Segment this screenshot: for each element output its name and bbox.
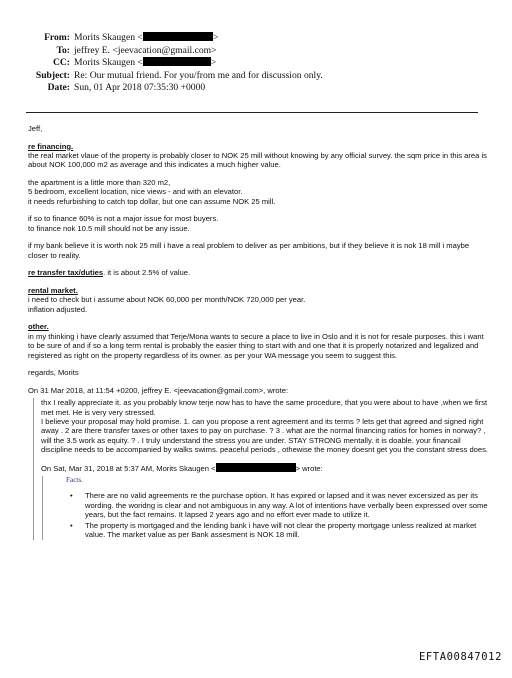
other-section <box>28 322 488 360</box>
date-label: Date: <box>47 82 70 94</box>
email-body <box>28 124 488 541</box>
bullet-icon: • <box>70 491 73 501</box>
apartment-line: 5 bedroom, excellent location, nice views - and with an elevator. <box>28 187 243 197</box>
to-row <box>0 45 512 58</box>
quote1-header: On 31 Mar 2018, at 11:54 +0200, jeffrey E. <jeevacation@gmail.com>, wrote: <box>28 385 289 395</box>
redaction-bar <box>143 57 211 66</box>
financing-section <box>28 142 488 170</box>
cc-value: Morits Skaugen < > <box>74 57 217 69</box>
finance-line: to finance nok 10.5 mill should not be any issue. <box>28 223 190 233</box>
rental-section <box>28 286 488 314</box>
date-value: Sun, 01 Apr 2018 07:35:30 +0000 <box>74 82 206 94</box>
bank-paragraph: if my bank believe it is worth nok 25 mill i have a real problem to deliver as per ambitions, but if they believe it is nok 18 mill i maybe closer to reality. <box>28 241 470 260</box>
signoff: regards, Morits <box>28 368 79 378</box>
redaction-bar <box>143 32 213 41</box>
finance-line: if so to finance 60% is not a major issue for most buyers. <box>28 214 219 224</box>
date-row <box>0 82 512 95</box>
apartment-line: the apartment is a little more than 320 m2, <box>28 178 171 187</box>
from-value: Morits Skaugen < > <box>74 32 219 43</box>
other-heading: other. <box>28 322 49 332</box>
tax-heading: re transfer tax/duties <box>28 268 104 278</box>
financing-heading: re financing. <box>28 141 74 151</box>
apartment-section <box>28 178 488 206</box>
subject-row <box>0 70 512 83</box>
cc-row <box>0 57 512 70</box>
facts-label: Facts. <box>66 476 83 485</box>
greeting: Jeff, <box>28 124 43 133</box>
to-label: To: <box>56 44 70 56</box>
quote2-header: On Sat, Mar 31, 2018 at 5:37 AM, Morits Skaugen < > wrote: <box>41 463 323 473</box>
from-row <box>0 32 512 45</box>
list-item: • There are no valid agreements re the purchase option. It has expired or lapsed and it was never excersized as per its wording. the woridng is clear and not ambiguous in any way. A lot of intentions have verbally been expressed over some years, but the fact remains. It lapsed 2 years ago and no effort ever made to utilize it. <box>70 491 488 520</box>
subject-value: Re: Our mutual friend. For you/from me and for discussion only. <box>74 69 323 81</box>
header-divider <box>26 112 478 113</box>
document-id: EFTA00847012 <box>418 651 502 663</box>
rental-heading: rental market. <box>28 286 78 295</box>
bullet-icon: • <box>70 520 73 530</box>
from-label: From: <box>44 32 70 43</box>
email-header <box>0 32 512 95</box>
apartment-line: it needs refurbishing to catch top dollar, but one can assume NOK 25 mill. <box>28 196 276 206</box>
quoted-message-1 <box>33 398 488 539</box>
rental-line: i need to check but i assume about NOK 60,000 per month/NOK 720,000 per year. <box>28 295 306 305</box>
rental-line: inflation adjusted. <box>28 304 88 314</box>
list-item: • The property is mortgaged and the lending bank i have will not clear the property mortgage unless realized at market value. The market value as per Bank assesment is NOK 18 mill. <box>70 520 477 540</box>
tax-section <box>28 268 488 277</box>
to-value: jeffrey E. <jeevacation@gmail.com> <box>74 44 217 56</box>
quote1-text: thx I really appreciate it. as you probably know terje now has to have the same procedure, that you were about to have ,when we first met met. He is very very stressed. I believe your proposal may hold promise. 1. can you propose a rent agreement and its terms ? lets get that agreed and signed right away . 2 are there transfer taxes or other taxes to pay on purchase. ? 3 . what are the normal financing ratios for homes in norway? , will the 3.5 work as equity. ? . I truly understand the stress you are under. STAY STRONG mentally. it is doable. your financail discipline needs to be accompanied by walks swims. peaceful periods , othewise the money doesnt get you the constant stress does. <box>41 398 489 455</box>
facts-list <box>66 491 488 539</box>
subject-label: Subject: <box>35 69 70 81</box>
tax-text: . it is about 2.5% of value. <box>103 268 191 278</box>
other-text: in my thinking i have clearly assumed that Terje/Mona wants to secure a place to live in Oslo and it is not for resale purposes. this i want to be sure of and if so a long term rental is probably the easier thing to start with and one that it is properly notarized and legalized and registered as right on the property regardless of its owner. as per your WA message you seem to suggest this. <box>28 331 484 360</box>
quoted-message-2 <box>42 476 488 539</box>
redaction-bar <box>216 463 296 472</box>
finance-section <box>28 214 488 233</box>
cc-label: CC: <box>52 57 70 69</box>
financing-text: the real market vlaue of the property is probably closer to NOK 25 mill without knowing by any official survey. the sqm price in this area is about NOK 100,000 m2 as average and this indicates a much higher value. <box>28 151 487 170</box>
